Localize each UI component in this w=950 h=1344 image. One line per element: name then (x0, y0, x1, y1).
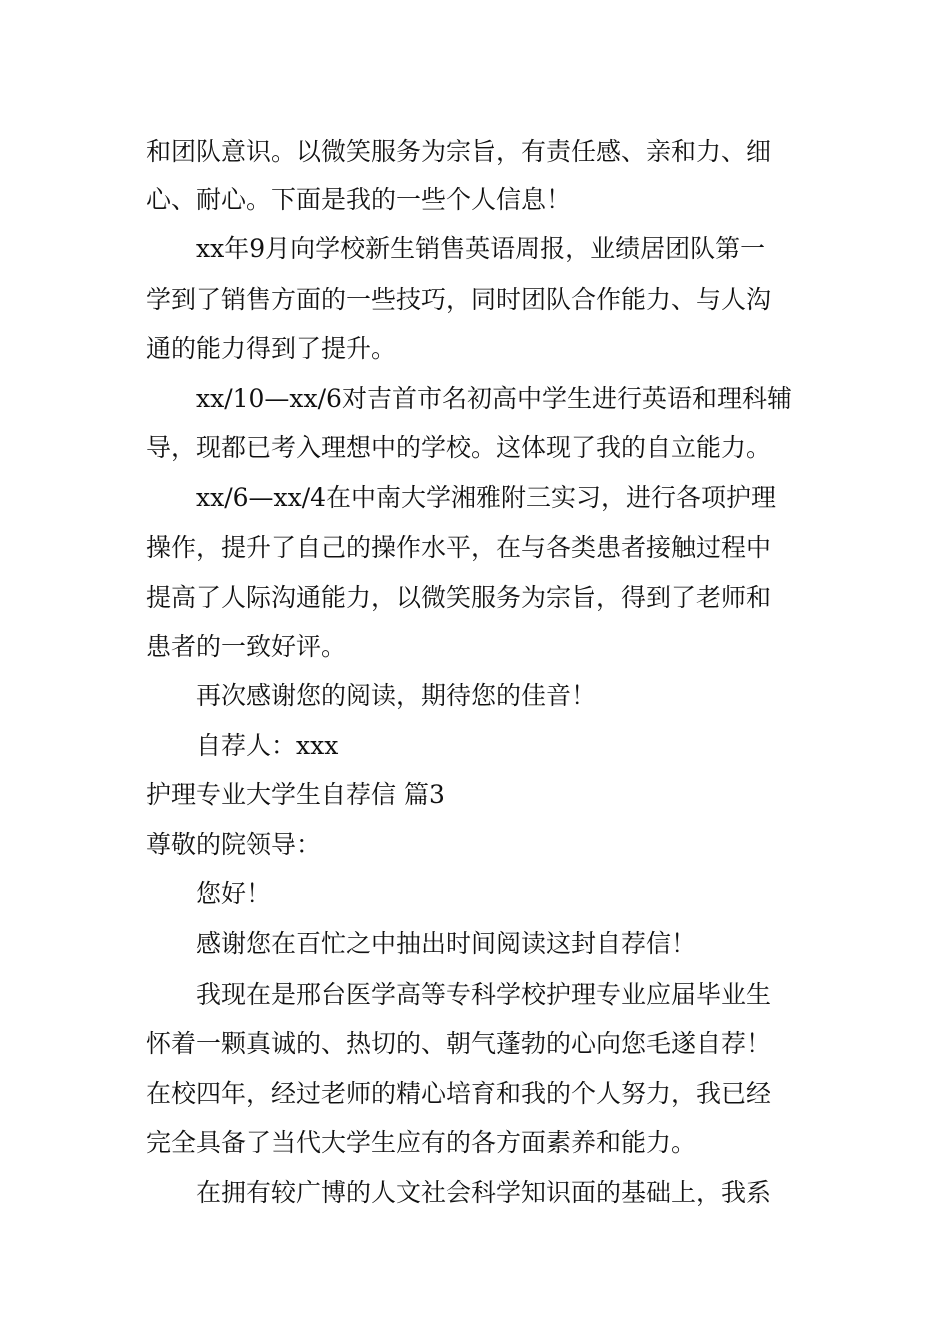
text-line: xx/10—xx/6对吉首市名初高中学生进行英语和理科辅 (196, 384, 792, 413)
greeting: 您好！ (196, 879, 272, 908)
text-line: 怀着一颗真诚的、热切的、朝气蓬勃的心向您毛遂自荐！ (146, 1029, 772, 1058)
section-heading: 护理专业大学生自荐信 篇3 (146, 780, 445, 809)
text-line: 和团队意识。以微笑服务为宗旨，有责任感、亲和力、细 (146, 137, 772, 166)
text-line: 患者的一致好评。 (146, 632, 347, 661)
text-line: 自荐人：xxx (196, 731, 339, 760)
text-line: 提高了人际沟通能力，以微笑服务为宗旨，得到了老师和 (146, 583, 772, 612)
text-line: 完全具备了当代大学生应有的各方面素养和能力。 (146, 1128, 697, 1157)
text-line: xx/6—xx/4在中南大学湘雅附三实习，进行各项护理 (196, 483, 777, 512)
text-line: 在拥有较广博的人文社会科学知识面的基础上，我系 (196, 1178, 772, 1207)
text-line: 在校四年，经过老师的精心培育和我的个人努力，我已经 (146, 1079, 772, 1108)
text-line: 再次感谢您的阅读，期待您的佳音！ (196, 681, 597, 710)
text-line: 学到了销售方面的一些技巧，同时团队合作能力、与人沟 (146, 285, 772, 314)
text-line: 感谢您在百忙之中抽出时间阅读这封自荐信！ (196, 929, 697, 958)
salutation: 尊敬的院领导： (146, 830, 322, 859)
text-line: 通的能力得到了提升。 (146, 334, 397, 363)
text-line: 导，现都已考入理想中的学校。这体现了我的自立能力。 (146, 433, 772, 462)
text-line: 我现在是邢台医学高等专科学校护理专业应届毕业生 (196, 980, 772, 1009)
text-line: 心、耐心。下面是我的一些个人信息！ (146, 185, 572, 214)
text-line: xx年9月向学校新生销售英语周报，业绩居团队第一 (196, 234, 766, 263)
text-line: 操作，提升了自己的操作水平，在与各类患者接触过程中 (146, 533, 772, 562)
